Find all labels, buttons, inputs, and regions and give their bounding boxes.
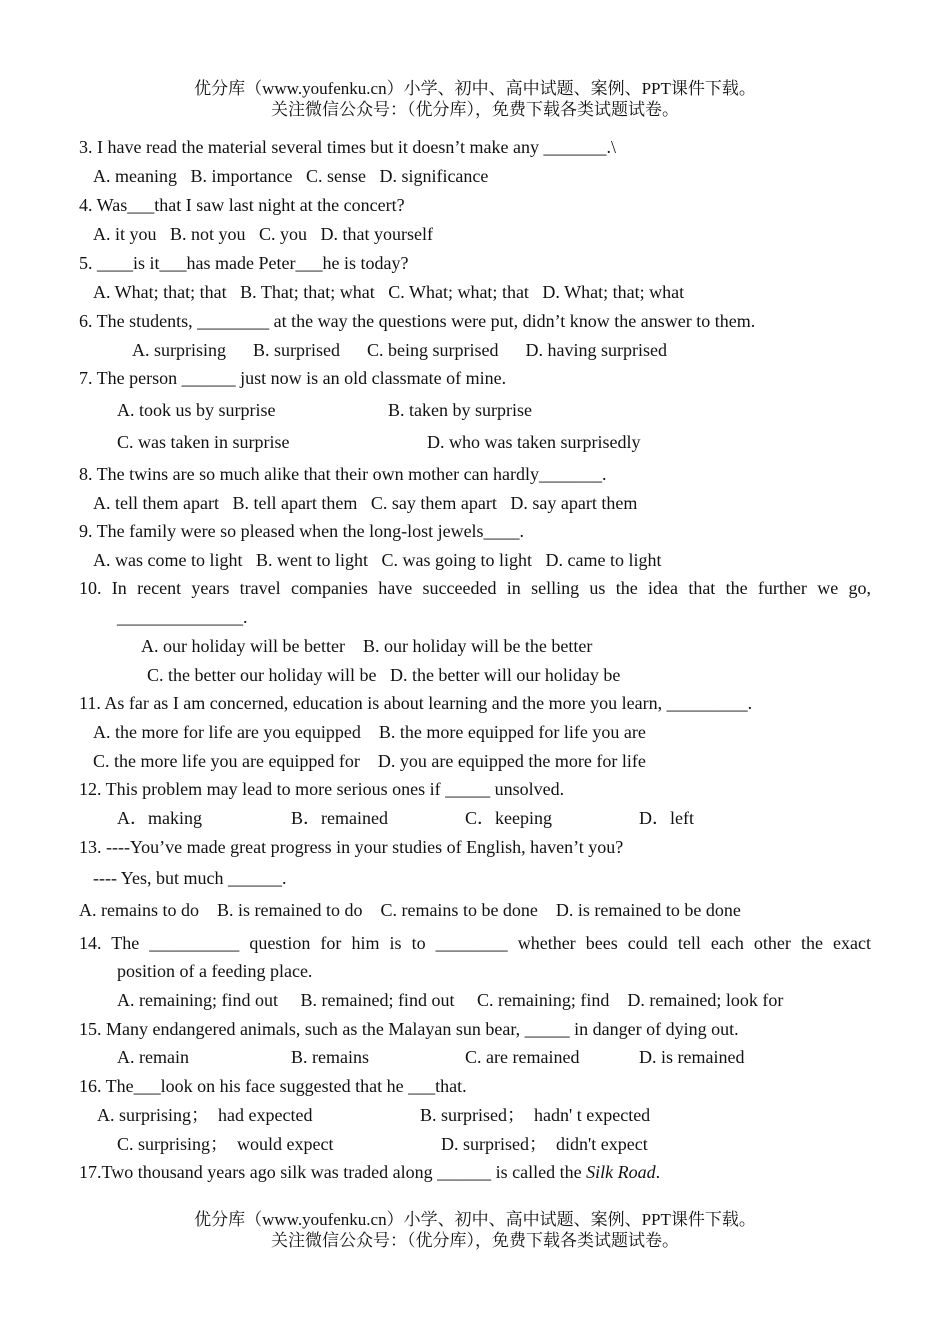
q10-options-cd: C. the better our holiday will be D. the better will our holiday be <box>147 665 621 685</box>
q14-stem-continued: position of a feeding place. <box>117 961 313 981</box>
q15-stem: 15. Many endangered animals, such as the Malayan sun bear, _____ in danger of dying out. <box>79 1019 739 1039</box>
q3-stem: 3. I have read the material several times but it doesn’t make any _______.\ <box>79 137 617 157</box>
footer-line-2: 关注微信公众号：（优分库），免费下载各类试题试卷。 <box>271 1231 679 1250</box>
q7-option-d: D. who was taken surprisedly <box>427 432 641 452</box>
q14-stem: 14. The __________ question for him is to ________ whether bees could tell each other the exact <box>79 933 871 953</box>
q5-options: A. What; that; that B. That; that; what C. What; what; that D. What; that; what <box>93 282 685 302</box>
q17-stem <box>79 1160 660 1184</box>
q10-options-ab: A. our holiday will be better B. our holiday will be the better <box>141 636 593 656</box>
q11-options-ab: A. the more for life are you equipped B. the more equipped for life you are <box>93 722 646 742</box>
q17-stem-italic: Silk Road <box>586 1162 656 1182</box>
q17-stem-text: 17.Two thousand years ago silk was traded along ______ is called the <box>79 1162 587 1182</box>
q16-option-c: C. surprising； would expect <box>117 1134 334 1154</box>
q9-options: A. was come to light B. went to light C. was going to light D. came to light <box>93 550 662 570</box>
q15-option-d: D. is remained <box>639 1047 745 1067</box>
q10-stem-continued: ______________. <box>117 607 248 627</box>
q7-option-c: C. was taken in surprise <box>117 432 290 452</box>
q17-stem-end: . <box>655 1162 661 1182</box>
q15-option-a: A. remain <box>117 1047 189 1067</box>
header-line-2: 关注微信公众号：（优分库），免费下载各类试题试卷。 <box>271 100 679 119</box>
q16-option-d: D. surprised； didn't expect <box>441 1134 648 1154</box>
q15-option-c: C. are remained <box>465 1047 580 1067</box>
q10-stem: 10. In recent years travel companies have succeeded in selling us the idea that the further we go, <box>79 578 871 598</box>
q9-stem: 9. The family were so pleased when the long-lost jewels____. <box>79 521 525 541</box>
q12-option-b: B．remained <box>291 808 388 828</box>
q12-stem: 12. This problem may lead to more serious ones if _____ unsolved. <box>79 779 565 799</box>
q6-options: A. surprising B. surprised C. being surprised D. having surprised <box>132 340 667 360</box>
q6-stem: 6. The students, ________ at the way the questions were put, didn’t know the answer to them. <box>79 311 756 331</box>
q16-option-a: A. surprising； had expected <box>97 1105 313 1125</box>
q11-stem: 11. As far as I am concerned, education is about learning and the more you learn, _________. <box>79 693 753 713</box>
header-line-1: 优分库（www.youfenku.cn）小学、初中、高中试题、案例、PPT课件下载。 <box>194 79 756 98</box>
q13-stem: 13. ----You’ve made great progress in your studies of English, haven’t you? <box>79 837 624 857</box>
q7-stem: 7. The person ______ just now is an old classmate of mine. <box>79 368 507 388</box>
footer-line-1: 优分库（www.youfenku.cn）小学、初中、高中试题、案例、PPT课件下载。 <box>194 1210 756 1229</box>
q16-stem: 16. The___look on his face suggested that he ___that. <box>79 1076 467 1096</box>
q12-option-a: A．making <box>117 808 202 828</box>
q13-reply: ---- Yes, but much ______. <box>93 868 287 888</box>
page-footer <box>0 1209 950 1251</box>
q8-stem: 8. The twins are so much alike that their own mother can hardly_______. <box>79 464 607 484</box>
page-header <box>0 78 950 120</box>
q4-options: A. it you B. not you C. you D. that yourself <box>93 224 433 244</box>
q3-options: A. meaning B. importance C. sense D. significance <box>93 166 489 186</box>
q14-options: A. remaining; find out B. remained; find out C. remaining; find D. remained; look for <box>117 990 784 1010</box>
q8-options: A. tell them apart B. tell apart them C. say them apart D. say apart them <box>93 493 638 513</box>
q12-option-c: C．keeping <box>465 808 552 828</box>
q12-option-d: D．left <box>639 808 694 828</box>
q4-stem: 4. Was___that I saw last night at the concert? <box>79 195 405 215</box>
q11-options-cd: C. the more life you are equipped for D. you are equipped the more for life <box>93 751 646 771</box>
q16-option-b: B. surprised； hadn' t expected <box>420 1105 651 1125</box>
q5-stem: 5. ____is it___has made Peter___he is today? <box>79 253 409 273</box>
q7-option-a: A. took us by surprise <box>117 400 276 420</box>
q7-option-b: B. taken by surprise <box>388 400 532 420</box>
q13-options: A. remains to do B. is remained to do C. remains to be done D. is remained to be done <box>79 900 741 920</box>
q15-option-b: B. remains <box>291 1047 369 1067</box>
